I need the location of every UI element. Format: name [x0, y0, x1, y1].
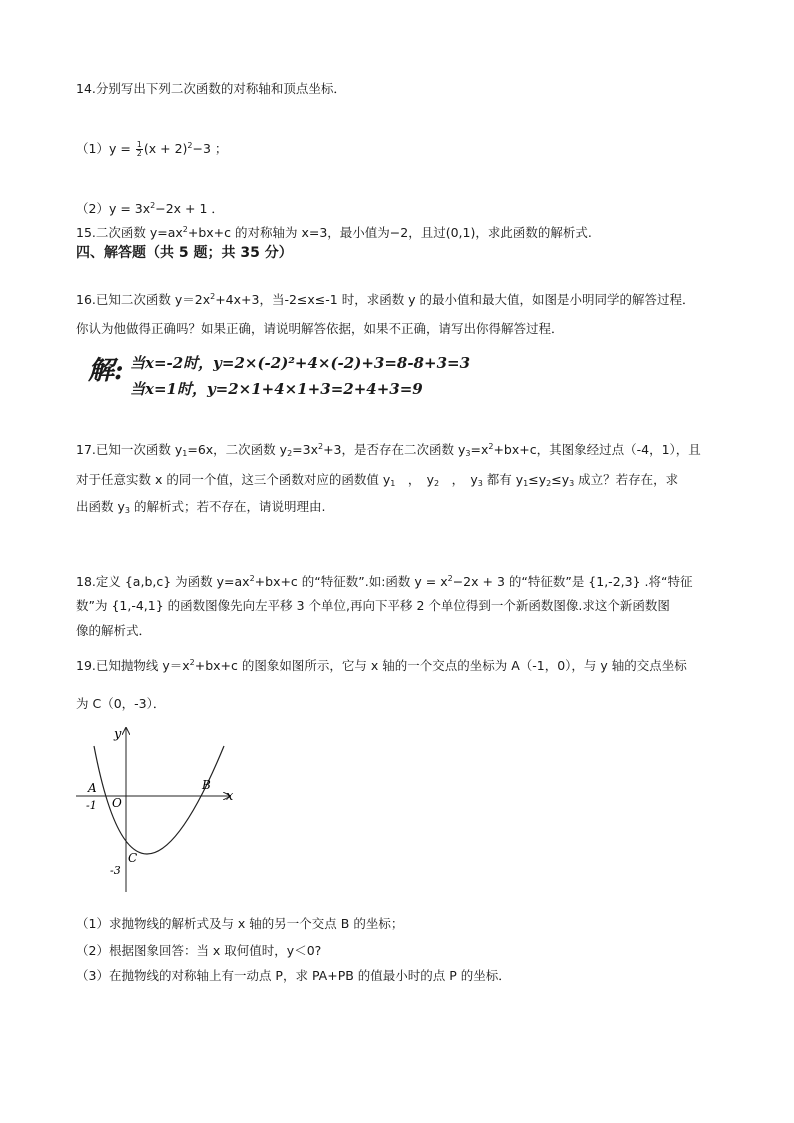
subscript: 1 [390, 479, 396, 488]
handwritten-line2: 当x=1时，y=2×1+4×1+3=2+4+3=9 [130, 380, 423, 398]
q17-b: =6x，二次函数 y [187, 442, 288, 457]
exponent: 2 [187, 141, 193, 150]
exponent: 2 [488, 442, 494, 451]
q19-part1: （1）求抛物线的解析式及与 x 轴的另一个交点 B 的坐标； [76, 916, 404, 931]
q17-a: 17.已知一次函数 y [76, 442, 183, 457]
q16-b: +4x+3，当-2≤x≤-1 时，求函数 y 的最小值和最大值，如图是小明同学的解答过程． [215, 292, 695, 307]
q15-b: +bx+c 的对称轴为 x=3，最小值为−2，且过(0,1)，求此函数的解析式. [187, 225, 592, 240]
q17-d: +3，是否存在二次函数 y [323, 442, 466, 457]
q14-part2 [76, 197, 224, 218]
q17-l3b: 的解析式；若不存在，请说明理由. [129, 499, 326, 514]
q15-text [76, 221, 592, 242]
point-a-label: A [88, 781, 97, 795]
fraction [136, 141, 143, 158]
q16-a: 16.已知二次函数 y＝2x [76, 292, 211, 307]
q18-line2: 数”为 {1,-4,1} 的函数图像先向左平移 3 个单位,再向下平移 2 个单位得到一个新函数图像.求这个新函数图 [76, 598, 670, 613]
q19-part3: （3）在抛物线的对称轴上有一动点 P，求 PA+PB 的值最小时的点 P 的坐标． [76, 968, 511, 983]
subscript: 2 [433, 479, 440, 488]
q19-line1 [76, 654, 687, 675]
origin-label: O [112, 796, 122, 810]
point-c-label: C [128, 851, 138, 865]
q17-l2c: ， y [439, 472, 478, 487]
q14-p1-tail: −3 ； [192, 141, 228, 156]
q17-c: =3x [292, 442, 318, 457]
q14-part1 [76, 137, 227, 158]
q19-a: 19.已知抛物线 y＝x [76, 658, 190, 673]
handwritten-label: 解: [88, 356, 124, 386]
q17-l2a: 对于任意实数 x 的同一个值，这三个函数对应的函数值 y [76, 472, 391, 487]
q14-p1-label: （1）y = [76, 141, 135, 156]
q19-line2: 为 C（0，-3）． [76, 696, 166, 711]
exponent: 2 [447, 574, 453, 583]
tick-minus3: -3 [110, 864, 121, 877]
q17-l2e: ≤y [528, 472, 547, 487]
point-b-label: B [202, 778, 211, 792]
q17-l2d: 都有 y [482, 472, 524, 487]
q14-stem: 14.分别写出下列二次函数的对称轴和顶点坐标． [76, 81, 346, 96]
q17-line3 [76, 498, 325, 520]
exponent: 2 [150, 201, 156, 210]
q17-line2 [76, 471, 678, 493]
q19-b: +bx+c 的图象如图所示，它与 x 轴的一个交点的坐标为 A（-1，0），与 y 轴的交点坐标 [194, 658, 687, 673]
subscript: 2 [287, 449, 293, 458]
q19-part2: （2）根据图象回答：当 x 取何值时，y＜0? [76, 943, 322, 958]
q17-line1 [76, 438, 701, 463]
q15-a: 15.二次函数 y=ax [76, 225, 183, 240]
subscript: 3 [465, 449, 471, 458]
q18-b: +bx+c 的“特征数”.如:函数 y = x [254, 574, 448, 589]
section-title: 四、解答题（共 5 题；共 35 分） [76, 245, 293, 261]
parabola-graph [70, 722, 250, 897]
subscript: 3 [477, 479, 483, 488]
y-axis-label: y [114, 727, 122, 742]
q18-a: 18.定义 {a,b,c} 为函数 y=ax [76, 574, 250, 589]
subscript: 3 [124, 506, 130, 515]
q16-line1 [76, 288, 695, 309]
exponent: 2 [249, 574, 255, 583]
q17-l2b: ， y [395, 472, 434, 487]
q17-e: =x [470, 442, 489, 457]
q17-l2g: 成立？若存在，求 [574, 472, 679, 487]
exponent: 2 [189, 658, 195, 667]
exponent: 2 [210, 292, 216, 301]
subscript: 2 [546, 479, 552, 488]
q17-l3a: 出函数 y [76, 499, 125, 514]
q18-line3: 像的解析式． [76, 623, 152, 638]
exponent: 2 [182, 225, 188, 234]
q17-f: +bx+c，其图象经过点（-4，1），且 [493, 442, 701, 457]
fraction-numerator: 1 [136, 140, 142, 149]
q14-p1-body: (x + 2) [143, 141, 188, 156]
exponent: 2 [317, 442, 324, 451]
subscript: 3 [569, 479, 575, 488]
handwritten-line1: 当x=-2时，y=2×(-2)²+4×(-2)+3=8-8+3=3 [130, 354, 471, 372]
q14-p2-tail: −2x + 1 ． [155, 201, 224, 216]
q18-line1 [76, 570, 692, 591]
tick-minus1: -1 [86, 799, 97, 812]
q16-line2: 你认为他做得正确吗？如果正确，请说明解答依据，如果不正确，请写出你得解答过程． [76, 321, 564, 336]
subscript: 1 [523, 479, 529, 488]
fraction-denominator: 2 [136, 149, 142, 158]
subscript: 1 [182, 449, 188, 458]
x-axis-label: x [226, 789, 234, 804]
q17-l2f: ≤y [551, 472, 570, 487]
q18-c: −2x + 3 的“特征数”是 {1,-2,3} .将“特征 [452, 574, 693, 589]
q14-p2-label: （2）y = 3x [76, 201, 151, 216]
